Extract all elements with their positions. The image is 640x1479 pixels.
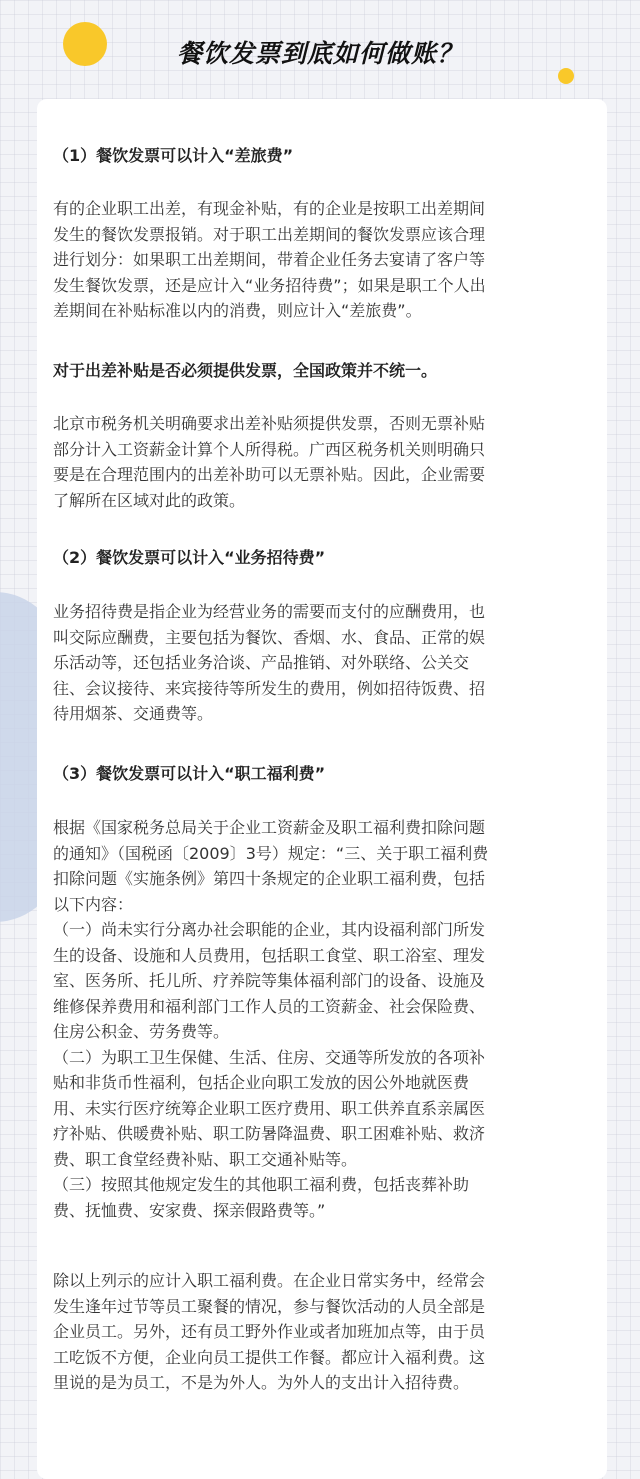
paragraph-travel-policy: 北京市税务机关明确要求出差补贴须提供发票，否则无票补贴 部分计入工资薪金计算个人所得税。广西区税务机关则明确只 要是在合理范围内的出差补助可以无票补贴。因此，企业需要 了解所在区域对此的政策。 [53,414,486,510]
section-heading-entertainment: （2）餐饮发票可以计入“业务招待费” [53,548,326,567]
page-title: 餐饮发票到底如何做账？ [176,39,463,68]
article-card [37,99,607,1479]
paragraph-entertainment: 业务招待费是指企业为经营业务的需要而支付的应酬费用，也 叫交际应酬费，主要包括为餐饮、香烟、水、食品、正常的娱 乐活动等，还包括业务洽谈、产品推销、对外联络、公关交 往、会议接待、来宾接待等所发生的费用，例如招待饭费、招 待用烟茶、交通费等。 [53,602,486,723]
small-yellow-circle-decoration [558,68,574,84]
paragraph-travel: 有的企业职工出差，有现金补贴，有的企业是按职工出差期间 发生的餐饮发票报销。对于职工出差期间的餐饮发票应该合理 进行划分：如果职工出差期间，带着企业任务去宴请了客户等 发生餐饮发票，还是应计入“业务招待费”；如果是职工个人出 差期间在补贴标准以内的消费，则应计入“差旅费”。 [53,199,486,320]
section-heading-travel: （1）餐饮发票可以计入“差旅费” [53,146,294,165]
paragraph-welfare-practice: 除以上列示的应计入职工福利费。在企业日常实务中，经常会 发生逢年过节等员工聚餐的情况，参与餐饮活动的人员全部是 企业员工。另外，还有员工野外作业或者加班加点等，由于员 工吃饭不方便，企业向员工提供工作餐。都应计入福利费。这 里说的是为员工，不是为外人。为外人的支出计入招待费。 [53,1271,486,1392]
section-heading-welfare: （3）餐饮发票可以计入“职工福利费” [53,764,326,783]
paragraph-welfare-regulation: 根据《国家税务总局关于企业工资薪金及职工福利费扣除问题 的通知》（国税函〔2009〕3号）规定：“三、关于职工福利费 扣除问题《实施条例》第四十条规定的企业职工福利费，包括 以下内容： （一）尚未实行分离办社会职能的企业，其内设福利部门所发 生的设备、设施和人员费用，包括职工食堂、职工浴室、理发 室、医务所、托儿所、疗养院等集体福利部门的设备、设施及 维修保养费用和福利部门工作人员的工资薪金、社会保险费、 住房公积金、劳务费等。 （二）为职工卫生保健、生活、住房、交通等所发放的各项补 贴和非货币性福利，包括企业向职工发放的因公外地就医费 用、未实行医疗统筹企业职工医疗费用、职工供养直系亲属医 疗补贴、供暖费补贴、职工防暑降温费、职工困难补贴、救济 费、职工食堂经费补贴、职工交通补贴等。 （三）按照其他规定发生的其他职工福利费，包括丧葬补助 费、抚恤费、安家费、探亲假路费等。” [53,818,489,1220]
emphasis-travel-subsidy: 对于出差补贴是否必须提供发票，全国政策并不统一。 [53,361,438,380]
